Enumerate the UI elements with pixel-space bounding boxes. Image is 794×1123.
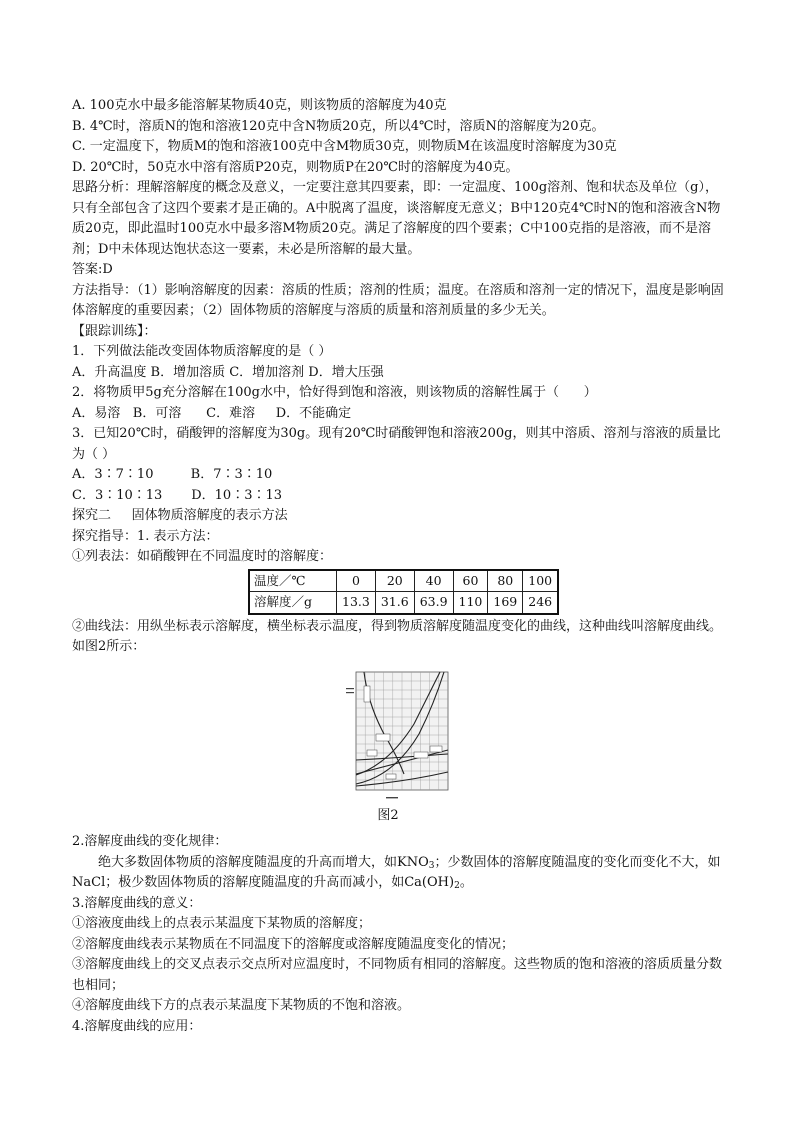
table-cell: 63.9 (414, 592, 453, 614)
table-cell: 20 (375, 570, 414, 592)
question-2-options: A．易溶 B．可溶 C．难溶 D．不能确定 (72, 405, 352, 421)
solubility-curve-figure (334, 664, 454, 806)
question-1-options: A．升高温度 B．增加溶质 C．增加溶剂 D．增大压强 (72, 364, 384, 380)
analysis-paragraph: 思路分析：理解溶解度的概念及意义，一定要注意其四要素，即：一定温度、100g溶剂、饱和状态及单位（g），只有全部包含了这四个要素才是正确的。A中脱离了温度，谈溶解度无意义；B中120克4℃时N的饱和溶液含N物质20克，即此温时100克水中最多溶M物质20克。满足了溶解度的四个要素；C中100克指的是溶液，而不是溶剂；D中未体现达饱状态这一要素，未必是所溶解的最大量。 (72, 180, 721, 257)
option-b: B. 4℃时，溶质N的饱和溶液120克中含N物质20克，所以4℃时，溶质N的溶解度为20克。 (72, 118, 605, 134)
training-title: 【跟踪训练】： (72, 323, 157, 339)
rule-text-b: ；少数固体的溶解度随温度的变化而变化不大，如NaCl；极少数固体物质的溶解度随温度的升高而减小，如Ca(OH) (72, 854, 721, 890)
table-header: 温度／℃ (249, 570, 337, 592)
solubility-table (248, 569, 559, 615)
table-header: 溶解度／g (249, 592, 337, 614)
question-3-options-1: A．3∶7∶10 B．7∶3∶10 (72, 467, 273, 482)
table-cell: 40 (414, 570, 453, 592)
apply-title: 4.溶解度曲线的应用： (72, 1018, 202, 1034)
meaning-title: 3.溶解度曲线的意义： (72, 895, 202, 911)
explore-guide: 探究指导：1. 表示方法： (72, 528, 219, 544)
answer-line: 答案:D (72, 262, 113, 277)
subscript-2: 2 (454, 881, 460, 891)
table-cell: 169 (488, 592, 523, 614)
table-cell: 246 (523, 592, 558, 614)
table-cell: 60 (453, 570, 488, 592)
meaning-2: ②溶解度曲线表示某物质在不同温度下的溶解度或溶解度随温度变化的情况； (72, 936, 515, 952)
question-1: 1．下列做法能改变固体物质溶解度的是（ ） (72, 344, 332, 359)
question-2: 2．将物质甲5g充分溶解在100g水中，恰好得到饱和溶液，则该物质的溶解性属于（ ） (72, 385, 597, 400)
option-d: D. 20℃时，50克水中溶有溶质P20克，则物质P在20℃时的溶解度为40克。 (72, 159, 519, 175)
table-cell: 80 (488, 570, 523, 592)
table-cell: 0 (337, 570, 376, 592)
document-page (72, 96, 724, 1037)
question-3-options-2: C．3∶10∶13 D．10∶3∶13 (72, 487, 283, 503)
option-c: C. 一定温度下，物质M的饱和溶液100克中含M物质30克，则物质M在该温度时溶解度为30克 (72, 139, 617, 154)
meaning-4: ④溶解度曲线下方的点表示某温度下某物质的不饱和溶液。 (72, 998, 411, 1013)
meaning-3: ③溶解度曲线上的交叉点表示交点所对应温度时，不同物质有相同的溶解度。这些物质的饱和溶液的溶质质量分数也相同； (72, 957, 723, 993)
figure-caption: 图2 (377, 807, 399, 823)
rule-title: 2.溶解度曲线的变化规律： (72, 834, 228, 849)
table-cell: 110 (453, 592, 488, 614)
table-cell: 100 (523, 570, 558, 592)
question-3: 3．已知20℃时，硝酸钾的溶解度为30g。现有20℃时硝酸钾饱和溶液200g，则其中溶质、溶剂与溶液的质量比为（ ） (72, 426, 721, 462)
meaning-1: ①溶液度曲线上的点表示某温度下某物质的溶解度； (72, 916, 372, 931)
subscript-3: 3 (428, 860, 435, 871)
table-row (249, 570, 558, 592)
table-cell: 31.6 (375, 592, 414, 614)
section-heading: 探究二 固体物质溶解度的表示方法 (72, 508, 288, 523)
method-paragraph: 方法指导：（1）影响溶解度的因素：溶质的性质；溶剂的性质；温度。在溶质和溶剂一定的情况下，温度是影响固体溶解度的重要因素；（2）固体物质的溶解度与溶质的质量和溶剂质量的多少无关。 (72, 282, 724, 318)
solubility-curve-image (334, 664, 454, 806)
list-method: ①列表法：如硝酸钾在不同温度时的溶解度： (72, 549, 333, 564)
rule-text-a: 绝大多数固体物质的溶解度随温度的升高而增大，如KNO (98, 854, 429, 870)
table-cell: 13.3 (337, 592, 376, 614)
rule-text-c: 。 (459, 875, 473, 890)
curve-method-paragraph: ②曲线法：用纵坐标表示溶解度，横坐标表示温度，得到物质溶解度随温度变化的曲线，这种曲线叫溶解度曲线。如图2所示： (72, 618, 723, 654)
table-row (249, 592, 558, 614)
rule-paragraph (72, 853, 724, 894)
option-a: A. 100克水中最多能溶解某物质40克，则该物质的溶解度为40克 (72, 98, 447, 113)
